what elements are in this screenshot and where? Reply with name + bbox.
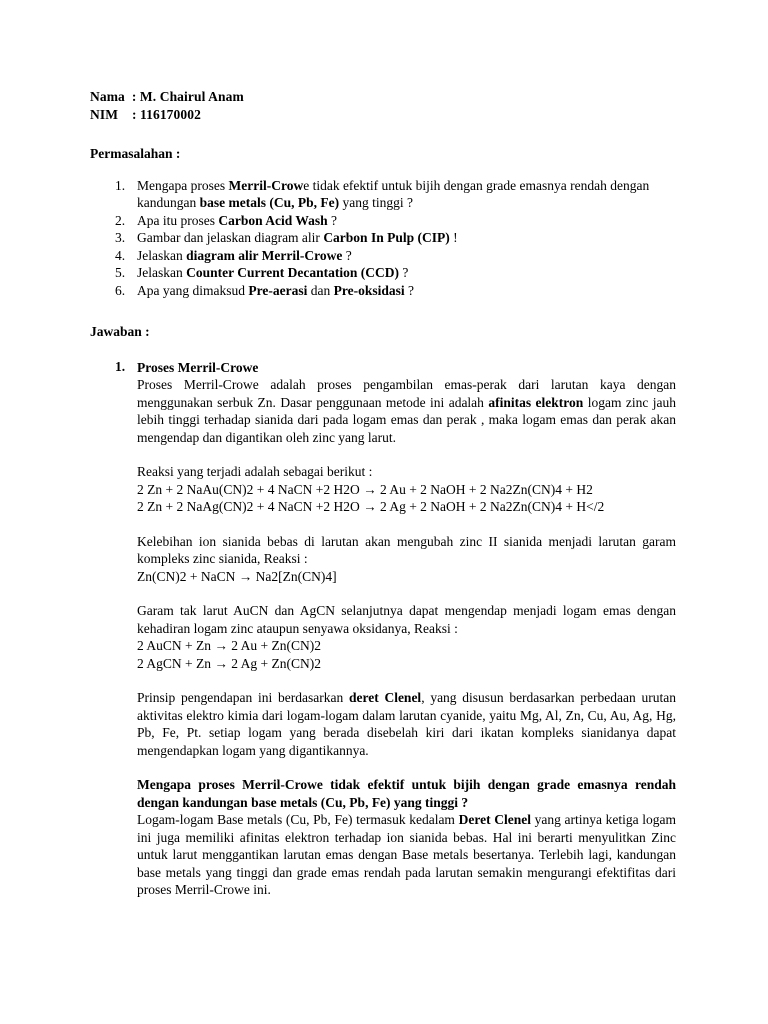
problem-3-segment-0: Gambar dan jelaskan diagram alir [137, 230, 324, 245]
answer-item-1 [90, 359, 676, 899]
problem-item-number: 4. [115, 247, 126, 263]
reaction-1-equation-2: 2 Zn + 2 NaAg(CN)2 + 4 NaCN +2 H2O → 2 Ag + 2 NaOH + 2 Na2Zn(CN)4 + H</2 [137, 499, 605, 514]
problem-item-5 [90, 264, 676, 282]
problem-item-text [137, 213, 337, 228]
problem-6-segment-4: ? [404, 282, 414, 298]
reaction-2-lead: Kelebihan ion sianida bebas di larutan akan mengubah zinc II sianida menjadi larutan garam kompleks zinc sianida, Reaksi : [137, 533, 676, 566]
problem-5-segment-1: Counter Current Decantation (CCD) [186, 265, 399, 280]
reaction-2-block [137, 533, 676, 586]
principle-segment-2: , yang disusun berdasarkan perbedaan urutan aktivitas elektro kimia dari logam-logam dalam larutan cyanide, yaitu Mg, Al, Zn, Cu, Au, Ag, Hg, Pb, Fe, Pt. setiap logam yang berada disebelah kiri dari ikatan kompleks sianidanya dapat mengendapkan logam yang digantikannya. [137, 690, 676, 758]
identity-block [90, 88, 676, 123]
identity-row-nama [90, 88, 676, 106]
problem-item-1 [90, 177, 676, 212]
reaction-3-lead: Garam tak larut AuCN dan AgCN selanjutnya dapat mengendap menjadi logam emas dengan kehadiran logam zinc ataupun senyawa oksidanya, Reaksi : [137, 603, 676, 636]
reaction-1-equation-1: 2 Zn + 2 NaAu(CN)2 + 4 NaCN +2 H2O → 2 Au + 2 NaOH + 2 Na2Zn(CN)4 + H2 [137, 481, 593, 497]
answer-subheading: Mengapa proses Merril-Crowe tidak efektif untuk bijih dengan grade emasnya rendah dengan kandungan base metals (Cu, Pb, Fe) yang tinggi ? [137, 777, 676, 810]
problem-item-3 [90, 229, 676, 247]
problem-2-segment-2: ? [327, 212, 338, 228]
nim-label: NIM : [90, 106, 141, 122]
problem-item-text [137, 283, 414, 298]
answer-intro-paragraph [137, 376, 676, 446]
answer-intro-segment-1: afinitas elektron [488, 394, 584, 410]
problem-1-segment-1: Merril-Crow [228, 177, 304, 193]
problem-1-segment-2: e tidak efektif untuk bijih dengan grade emasnya rendah dengan kandungan [137, 177, 650, 210]
conclusion-segment-1: Deret Clenel [458, 812, 531, 827]
problem-item-text [137, 248, 352, 263]
problem-item-text [137, 265, 408, 280]
nama-value: M. Chairul Anam [139, 89, 244, 104]
problem-item-number: 1. [115, 177, 126, 193]
principle-segment-0: Prinsip pengendapan ini berdasarkan [137, 690, 349, 705]
problem-item-2 [90, 212, 676, 230]
jawaban-heading: Jawaban : [90, 324, 150, 339]
problem-1-segment-0: Mengapa proses [137, 177, 229, 193]
problem-2-segment-1: Carbon Acid Wash [218, 212, 328, 228]
principle-segment-1: deret Clenel [348, 690, 422, 705]
problem-2-segment-0: Apa itu proses [137, 212, 219, 228]
problem-item-number: 3. [115, 230, 126, 245]
answer-number: 1. [115, 358, 126, 374]
reaction-3-equation-2: 2 AgCN + Zn → 2 Ag + Zn(CN)2 [137, 655, 321, 671]
problem-4-segment-1: diagram alir Merril-Crowe [186, 247, 343, 263]
reaction-3-block [137, 602, 676, 672]
problem-item-text [137, 230, 458, 245]
permasalahan-heading: Permasalahan : [90, 146, 181, 161]
problem-item-text [137, 178, 649, 211]
problem-3-segment-2: ! [449, 230, 458, 245]
nama-label: Nama : [90, 89, 140, 104]
nim-value: 116170002 [140, 106, 201, 122]
reaction-1-lead: Reaksi yang terjadi adalah sebagai berikut : [137, 464, 373, 479]
problem-3-segment-1: Carbon In Pulp (CIP) [323, 230, 450, 245]
problem-item-number: 2. [115, 212, 126, 228]
problem-item-number: 5. [115, 265, 126, 280]
answer-intro-segment-2: logam zinc jauh lebih tinggi terhadap sianida dari pada logam emas dan perak , maka logam emas dan perak akan mengendap dan digantikan oleh zinc yang larut. [137, 394, 677, 445]
reaction-2-equation-1: Zn(CN)2 + NaCN → Na2[Zn(CN)4] [137, 568, 337, 584]
problem-item-6 [90, 282, 676, 300]
answer-title: Proses Merril-Crowe [137, 359, 259, 375]
conclusion-segment-0: Logam-logam Base metals (Cu, Pb, Fe) termasuk kedalam [137, 812, 459, 827]
problem-item-number: 6. [115, 282, 126, 298]
problem-1-segment-4: yang tinggi ? [339, 195, 413, 210]
problem-list [90, 177, 676, 300]
problem-5-segment-2: ? [398, 265, 409, 280]
reaction-3-equation-1: 2 AuCN + Zn → 2 Au + Zn(CN)2 [137, 638, 321, 653]
principle-paragraph [137, 689, 676, 759]
conclusion-paragraph [137, 811, 676, 899]
conclusion-segment-2: yang artinya ketiga logam ini juga memiliki afinitas elektron terhadap ion sianida bebas. Hal ini berarti menyulitkan Zinc untuk larut menggantikan larutan emas dengan Base metals besertanya. Terlebih lagi, kandungan base metals yang tinggi dan grade emas rendah pada larutan semakin mengurangi efektifitas dari proses Merril-Crowe ini. [137, 812, 676, 897]
reaction-1-block [137, 463, 676, 516]
problem-6-segment-2: dan [307, 282, 334, 298]
problem-5-segment-0: Jelaskan [137, 265, 187, 280]
problem-6-segment-1: Pre-aerasi [248, 282, 308, 298]
problem-item-4 [90, 247, 676, 265]
identity-row-nim [90, 106, 676, 124]
problem-6-segment-3: Pre-oksidasi [333, 282, 405, 298]
problem-4-segment-0: Jelaskan [137, 247, 187, 263]
answer-intro-segment-0: Proses Merril-Crowe adalah proses pengambilan emas-perak dari larutan kaya dengan menggunakan serbuk Zn. Dasar penggunaan metode ini adalah [137, 377, 676, 410]
problem-6-segment-0: Apa yang dimaksud [137, 282, 249, 298]
problem-4-segment-2: ? [342, 247, 352, 263]
problem-1-segment-3: base metals (Cu, Pb, Fe) [199, 195, 340, 210]
